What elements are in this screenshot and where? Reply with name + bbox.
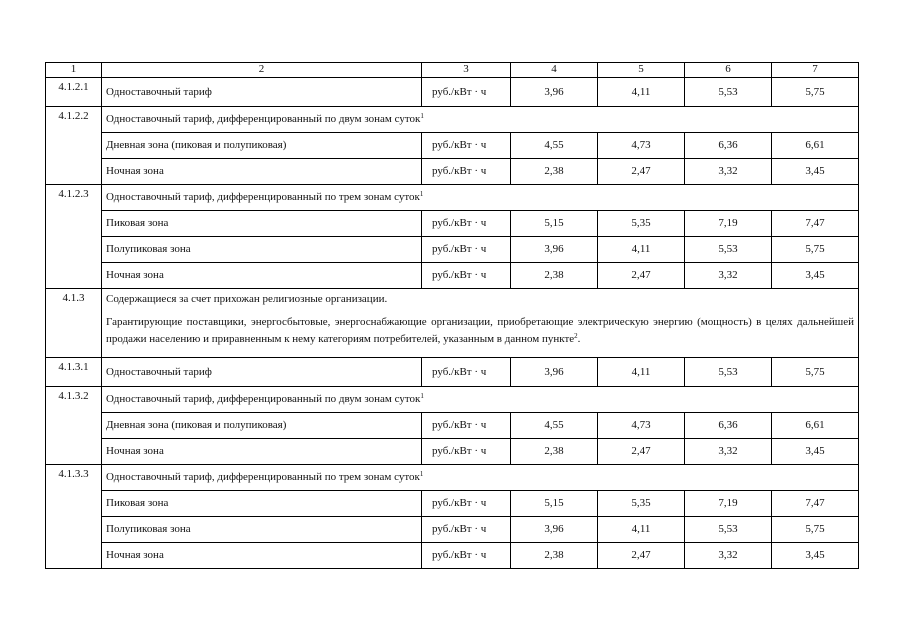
tariff-zone-row xyxy=(46,263,859,289)
tariff-value: 2,38 xyxy=(511,439,598,465)
tariff-value: 2,38 xyxy=(511,543,598,569)
tariff-value: 7,47 xyxy=(772,491,859,517)
tariff-value: 3,45 xyxy=(772,543,859,569)
group-title-row xyxy=(46,185,859,211)
tariff-table-body xyxy=(46,63,859,569)
tariff-zone-row xyxy=(46,543,859,569)
group-title-text: Одноставочный тариф, дифференцированный по двум зонам суток xyxy=(106,393,421,405)
tariff-value: 6,61 xyxy=(772,413,859,439)
tariff-value: 4,73 xyxy=(598,133,685,159)
footnote-mark: 1 xyxy=(420,392,424,400)
tariff-value: 7,19 xyxy=(685,211,772,237)
tariff-value: 5,53 xyxy=(685,517,772,543)
zone-name: Полупиковая зона xyxy=(102,237,422,263)
tariff-value: 4,73 xyxy=(598,413,685,439)
tariff-value: 4,55 xyxy=(511,413,598,439)
unit-cell: руб./кВт · ч xyxy=(422,237,511,263)
tariff-row xyxy=(46,78,859,107)
tariff-value: 6,61 xyxy=(772,133,859,159)
group-title xyxy=(102,185,859,211)
unit-cell: руб./кВт · ч xyxy=(422,133,511,159)
section-row xyxy=(46,289,859,358)
paragraph-text: Гарантирующие поставщики, энергосбытовые, энергоснабжающие организации, приобретающие электрическую энергию (мощность) в целях дальнейшей продажи населению и приравненным к нему категориям потребителей, указанным в данном пункте xyxy=(106,316,854,345)
section-description xyxy=(102,289,859,358)
tariff-value: 5,53 xyxy=(685,358,772,387)
unit-cell: руб./кВт · ч xyxy=(422,413,511,439)
unit-cell: руб./кВт · ч xyxy=(422,78,511,107)
tariff-table xyxy=(45,62,859,569)
group-title xyxy=(102,387,859,413)
footnote-mark: 2 xyxy=(574,332,578,340)
tariff-name: Одноставочный тариф xyxy=(102,78,422,107)
group-title-text: Одноставочный тариф, дифференцированный по трем зонам суток xyxy=(106,191,420,203)
zone-name: Полупиковая зона xyxy=(102,517,422,543)
unit-cell: руб./кВт · ч xyxy=(422,543,511,569)
tariff-value: 5,15 xyxy=(511,211,598,237)
tariff-value: 2,47 xyxy=(598,159,685,185)
column-number: 1 xyxy=(46,63,102,78)
tariff-value: 3,32 xyxy=(685,159,772,185)
tariff-value: 2,47 xyxy=(598,543,685,569)
tariff-value: 5,75 xyxy=(772,78,859,107)
tariff-value: 3,45 xyxy=(772,263,859,289)
tariff-zone-row xyxy=(46,517,859,543)
tariff-zone-row xyxy=(46,413,859,439)
item-code: 4.1.3.1 xyxy=(46,358,102,387)
item-code: 4.1.3.3 xyxy=(46,465,102,569)
item-code: 4.1.3 xyxy=(46,289,102,358)
tariff-value: 2,47 xyxy=(598,439,685,465)
tariff-zone-row xyxy=(46,237,859,263)
tariff-value: 4,11 xyxy=(598,78,685,107)
column-number: 7 xyxy=(772,63,859,78)
footnote-mark: 1 xyxy=(419,190,424,198)
tariff-value: 5,15 xyxy=(511,491,598,517)
column-number: 6 xyxy=(685,63,772,78)
tariff-document xyxy=(45,62,858,569)
tariff-value: 3,32 xyxy=(685,439,772,465)
tariff-value: 7,47 xyxy=(772,211,859,237)
tariff-value: 4,11 xyxy=(598,237,685,263)
tariff-zone-row xyxy=(46,159,859,185)
column-number: 2 xyxy=(102,63,422,78)
tariff-value: 6,36 xyxy=(685,413,772,439)
tariff-value: 3,45 xyxy=(772,439,859,465)
tariff-value: 5,75 xyxy=(772,358,859,387)
tariff-value: 2,47 xyxy=(598,263,685,289)
group-title-row xyxy=(46,107,859,133)
tariff-value: 6,36 xyxy=(685,133,772,159)
section-paragraph: Содержащиеся за счет прихожан религиозные организации. xyxy=(106,293,388,305)
unit-cell: руб./кВт · ч xyxy=(422,439,511,465)
group-title-row xyxy=(46,387,859,413)
paragraph-end: . xyxy=(577,333,581,345)
tariff-value: 3,96 xyxy=(511,358,598,387)
column-number: 3 xyxy=(422,63,511,78)
tariff-value: 5,53 xyxy=(685,237,772,263)
group-title-text: Одноставочный тариф, дифференцированный по трем зонам суток xyxy=(106,471,420,483)
tariff-value: 3,96 xyxy=(511,517,598,543)
tariff-value: 4,11 xyxy=(598,358,685,387)
tariff-value: 5,35 xyxy=(598,211,685,237)
zone-name: Пиковая зона xyxy=(102,491,422,517)
tariff-value: 2,38 xyxy=(511,263,598,289)
group-title-row xyxy=(46,465,859,491)
tariff-zone-row xyxy=(46,491,859,517)
unit-cell: руб./кВт · ч xyxy=(422,263,511,289)
tariff-value: 7,19 xyxy=(685,491,772,517)
tariff-value: 5,75 xyxy=(772,517,859,543)
zone-name: Ночная зона xyxy=(102,543,422,569)
tariff-value: 3,32 xyxy=(685,543,772,569)
zone-name: Дневная зона (пиковая и полупиковая) xyxy=(102,133,422,159)
unit-cell: руб./кВт · ч xyxy=(422,517,511,543)
zone-name: Ночная зона xyxy=(102,263,422,289)
unit-cell: руб./кВт · ч xyxy=(422,491,511,517)
unit-cell: руб./кВт · ч xyxy=(422,211,511,237)
tariff-value: 3,45 xyxy=(772,159,859,185)
zone-name: Дневная зона (пиковая и полупиковая) xyxy=(102,413,422,439)
column-number-row xyxy=(46,63,859,78)
group-title xyxy=(102,465,859,491)
tariff-value: 3,32 xyxy=(685,263,772,289)
zone-name: Ночная зона xyxy=(102,159,422,185)
group-title-text: Одноставочный тариф, дифференцированный по двум зонам суток xyxy=(106,113,421,125)
unit-cell: руб./кВт · ч xyxy=(422,159,511,185)
tariff-value: 3,96 xyxy=(511,237,598,263)
unit-cell: руб./кВт · ч xyxy=(422,358,511,387)
tariff-value: 4,11 xyxy=(598,517,685,543)
tariff-zone-row xyxy=(46,133,859,159)
footnote-mark: 1 xyxy=(420,112,424,120)
item-code: 4.1.3.2 xyxy=(46,387,102,465)
item-code: 4.1.2.3 xyxy=(46,185,102,289)
tariff-value: 2,38 xyxy=(511,159,598,185)
tariff-value: 5,53 xyxy=(685,78,772,107)
zone-name: Ночная зона xyxy=(102,439,422,465)
item-code: 4.1.2.1 xyxy=(46,78,102,107)
column-number: 4 xyxy=(511,63,598,78)
tariff-value: 3,96 xyxy=(511,78,598,107)
tariff-value: 4,55 xyxy=(511,133,598,159)
column-number: 5 xyxy=(598,63,685,78)
tariff-value: 5,35 xyxy=(598,491,685,517)
zone-name: Пиковая зона xyxy=(102,211,422,237)
section-paragraph-consumers xyxy=(106,314,854,348)
tariff-name: Одноставочный тариф xyxy=(102,358,422,387)
tariff-row xyxy=(46,358,859,387)
footnote-mark: 1 xyxy=(419,470,424,478)
group-title xyxy=(102,107,859,133)
item-code: 4.1.2.2 xyxy=(46,107,102,185)
tariff-value: 5,75 xyxy=(772,237,859,263)
tariff-zone-row xyxy=(46,211,859,237)
tariff-zone-row xyxy=(46,439,859,465)
